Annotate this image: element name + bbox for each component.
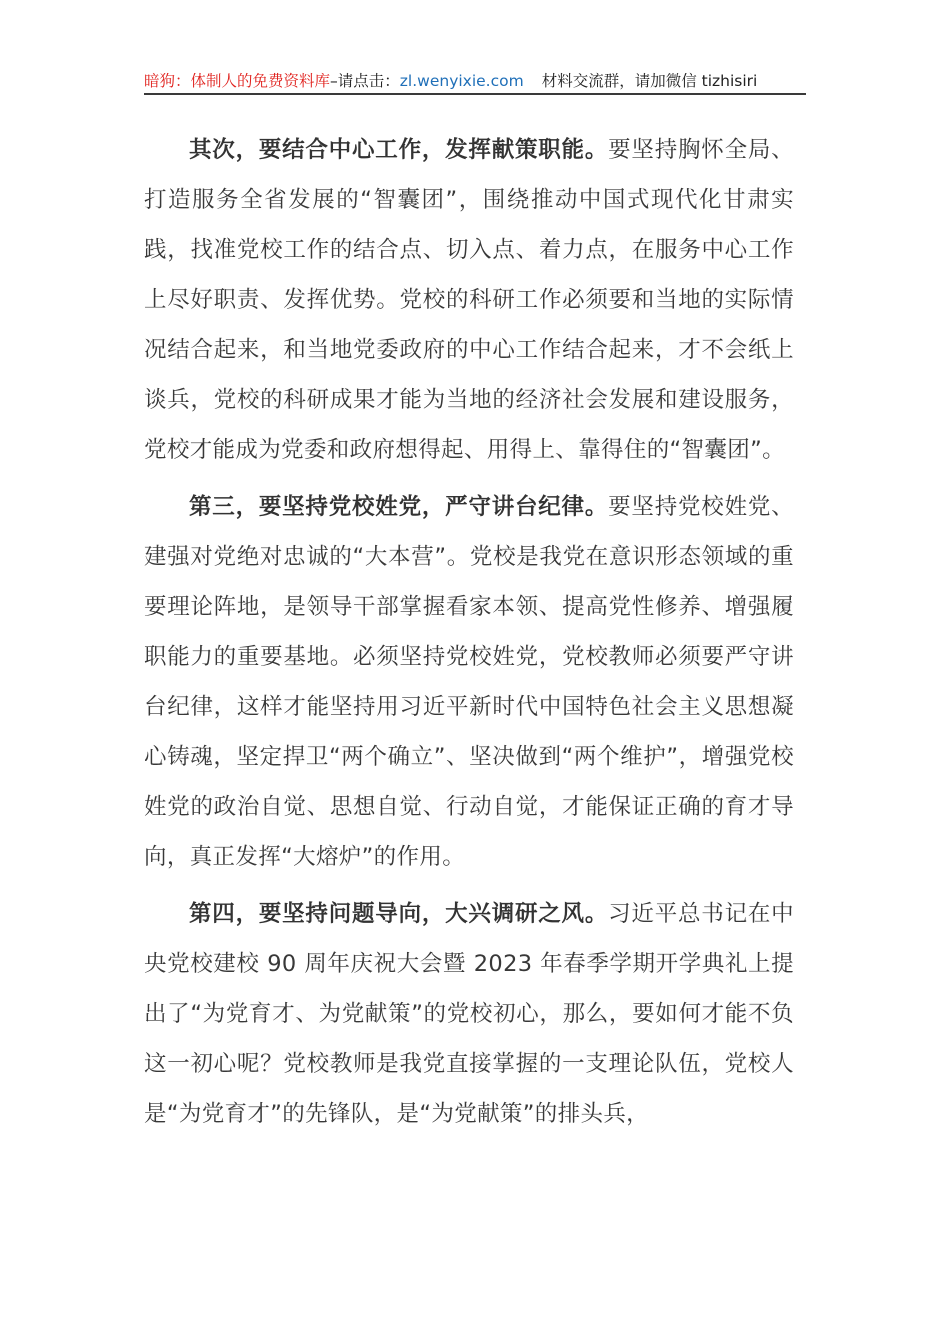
paragraph-body-text: 习近平总书记在中央党校建校 90 周年庆祝大会暨 2023 年春季学期开学典礼上提出了“为党育才、为党献策”的党校初心，那么，要如何才能不负这一初心呢？党校教师是我党直接掌握的一支理论队伍，党校人是“为党育才”的先锋队，是“为党献策”的排头兵， — [144, 901, 794, 1127]
header-click-prompt: –请点击： — [330, 72, 400, 90]
paragraph-body-text: 要坚持党校姓党、建强对党绝对忠诚的“大本营”。党校是我党在意识形态领域的重要理论阵地，是领导干部掌握看家本领、提高党性修养、增强履职能力的重要基地。必须坚持党校姓党，党校教师必须要严守讲台纪律，这样才能坚持用习近平新时代中国特色社会主义思想凝心铸魂，坚定捍卫“两个确立”、坚决做到“两个维护”，增强党校姓党的政治自觉、思想自觉、行动自觉，才能保证正确的育才导向，真正发挥“大熔炉”的作用。 — [144, 494, 794, 870]
header-brand-text: 暗狗：体制人的免费资料库 — [144, 72, 331, 90]
paragraph-second-point — [144, 125, 794, 475]
document-body — [144, 125, 794, 1146]
paragraph-lead-heading: 第三，要坚持党校姓党，严守讲台纪律。 — [189, 494, 609, 520]
header-group-text: 材料交流群，请加微信 tizhisiri — [541, 72, 758, 90]
paragraph-third-point — [144, 482, 794, 882]
paragraph-lead-heading: 第四，要坚持问题导向，大兴调研之风。 — [189, 901, 609, 927]
paragraph-lead-heading: 其次，要结合中心工作，发挥献策职能。 — [189, 137, 609, 163]
paragraph-body-text: 要坚持胸怀全局、打造服务全省发展的“智囊团”，围绕推动中国式现代化甘肃实践，找准党校工作的结合点、切入点、着力点，在服务中心工作上尽好职责、发挥优势。党校的科研工作必须要和当地的实际情况结合起来，和当地党委政府的中心工作结合起来，才不会纸上谈兵，党校的科研成果才能为当地的经济社会发展和建设服务，党校才能成为党委和政府想得起、用得上、靠得住的“智囊团”。 — [144, 137, 794, 463]
header-site-link[interactable]: zl.wenyixie.com — [399, 72, 524, 90]
paragraph-fourth-point — [144, 889, 794, 1139]
page-header — [144, 70, 806, 92]
header-divider — [144, 93, 806, 95]
